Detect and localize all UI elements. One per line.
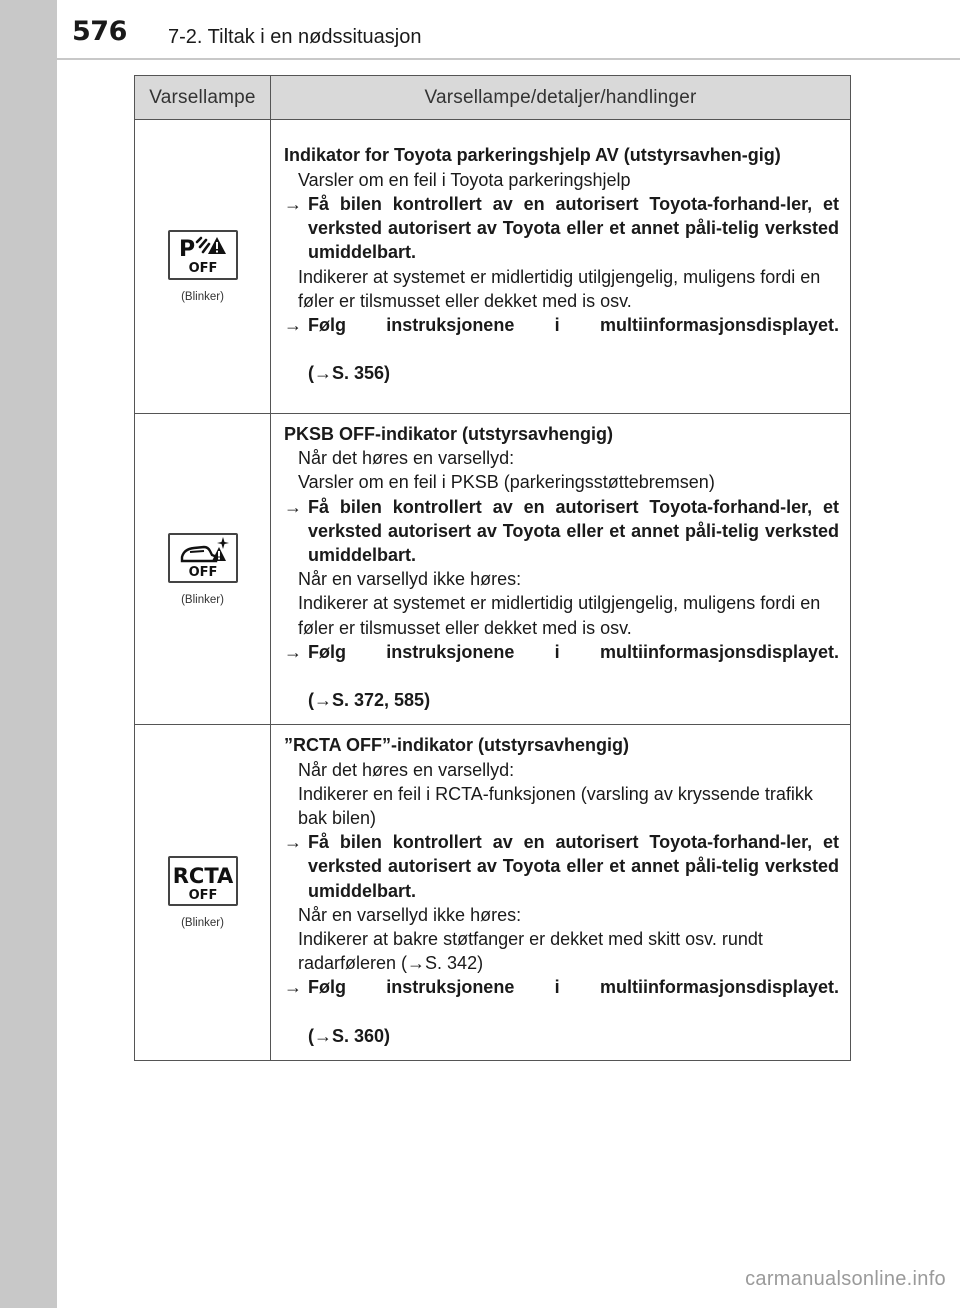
icon-cell [135,725,271,1061]
arrow-icon: → [284,641,302,662]
action-text: Følg instruksjonene i multiinformasjonsdisplayet. [308,641,839,662]
col-header-lamp: Varsellampe [135,76,271,120]
action-item [284,975,839,1023]
page-reference: (→S. 360) [308,1025,391,1046]
blinker-caption: (Blinker) [181,291,224,303]
lamp-off-text: OFF [188,888,217,904]
blinker-caption: (Blinker) [181,593,224,606]
parking-assist-off-icon [168,230,238,280]
table-row [135,725,851,1061]
action-text: Få bilen kontrollert av en autorisert Toyota-forhand-ler, et verksted autorisert av Toyota eller et annet påli-telig verksted umiddelbart. [308,193,839,263]
detail-line: Varsler om en feil i PKSB (parkeringsstøttebremsen) [298,472,715,493]
table-row [135,120,851,414]
action-item [284,830,839,903]
detail-line: Indikerer at systemet er midlertidig utilgjengelig, muligens fordi en føler er tilsmusset eller dekket med is osv. [298,266,821,311]
action-item [284,192,839,265]
table-header-row [135,76,851,120]
arrow-icon: → [284,496,302,517]
detail-line: Når det høres en varsellyd: [298,448,515,469]
lamp-rcta-text: RCTA [172,864,233,889]
table-row [135,414,851,725]
watermark: carmanualsonline.info [745,1268,946,1290]
arrow-icon: → [284,832,302,853]
details-cell [271,414,851,725]
action-ref [284,361,839,385]
lamp-off-text: OFF [188,261,217,276]
arrow-icon: → [284,314,302,335]
detail-line: Når en varsellyd ikke høres: [298,569,522,590]
blinker-caption: (Blinker) [181,917,224,930]
action-text: Følg instruksjonene i multiinformasjonsdisplayet. [308,977,839,998]
action-ref [284,1024,839,1048]
svg-text:P: P [178,237,195,262]
side-margin-bar [0,0,57,1308]
detail-line: Indikerer at bakre støtfanger er dekket med skitt osv. rundt radarføleren (→S. 342) [298,929,763,974]
indicator-title: ”RCTA OFF”-indikator (utstyrsavhengig) [284,735,630,756]
action-item [284,640,839,688]
indicator-title: PKSB OFF-indikator (utstyrsavhengig) [284,424,614,444]
section-title: 7-2. Tiltak i en nødssituasjon [168,26,422,48]
details-cell [271,725,851,1061]
detail-line: Indikerer en feil i RCTA-funksjonen (varsling av kryssende trafikk bak bilen) [298,783,813,829]
page-reference: (→S. 372, 585) [308,690,431,711]
page-reference: (→S. 356) [308,363,391,384]
lamp-off-text: OFF [188,564,217,580]
detail-line: Når det høres en varsellyd: [298,759,515,780]
details-cell [271,120,851,414]
arrow-icon: → [284,977,302,998]
action-text: Få bilen kontrollert av en autorisert Toyota-forhand-ler, et verksted autorisert av Toyota eller et annet påli-telig verksted umiddelbart. [308,496,839,566]
action-item [284,313,839,361]
action-text: Få bilen kontrollert av en autorisert Toyota-forhand-ler, et verksted autorisert av Toyota eller et annet påli-telig verksted umiddelbart. [308,832,839,901]
detail-line: Indikerer at systemet er midlertidig utilgjengelig, muligens fordi en føler er tilsmusset eller dekket med is osv. [298,593,821,638]
action-text: Følg instruksjonene i multiinformasjonsdisplayet. [308,314,839,335]
detail-line: Varsler om en feil i Toyota parkeringshjelp [298,169,631,190]
warning-light-table [134,75,851,1061]
page-number: 576 [72,16,127,47]
col-header-details: Varsellampe/detaljer/handlinger [271,76,851,120]
detail-line: Når en varsellyd ikke høres: [298,904,522,925]
header-rule [57,58,960,60]
indicator-title: Indikator for Toyota parkeringshjelp AV (utstyrsavhen-gig) [284,145,781,166]
pksb-off-icon [168,533,238,583]
arrow-icon: → [284,193,302,214]
icon-cell [135,120,271,414]
action-item [284,495,839,568]
icon-cell [135,414,271,725]
rcta-off-icon [168,856,238,906]
action-ref [284,688,839,712]
